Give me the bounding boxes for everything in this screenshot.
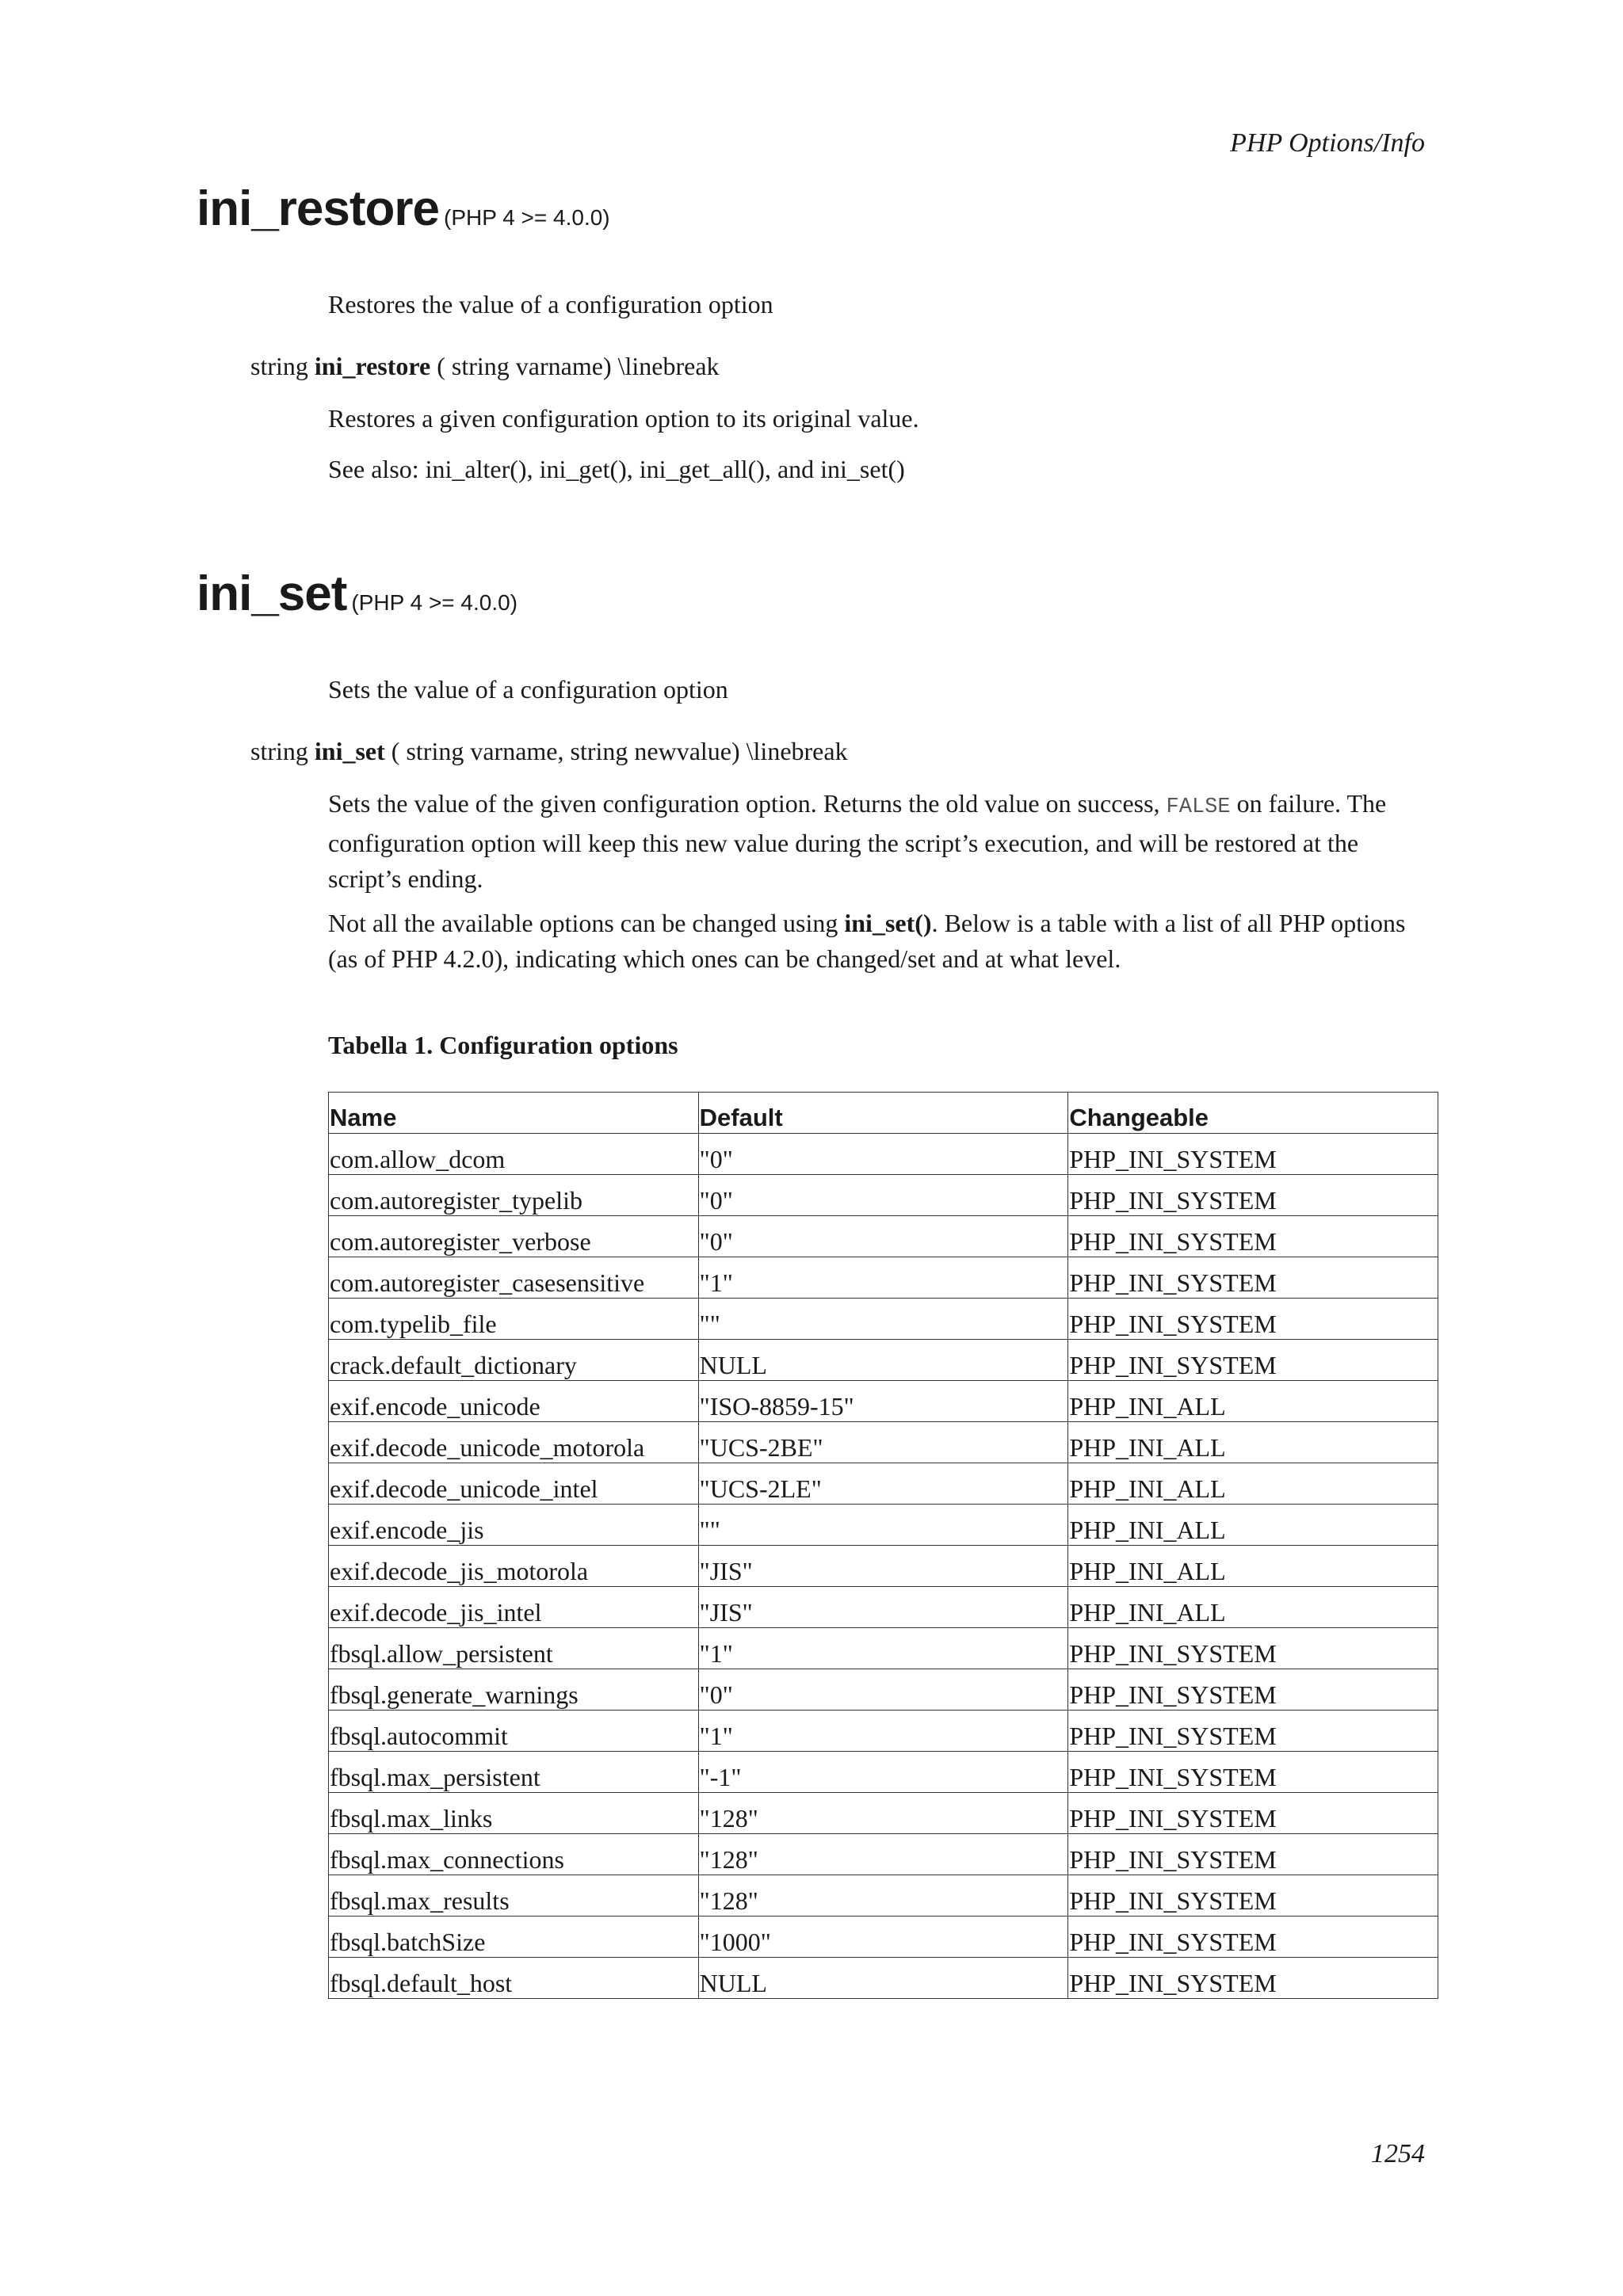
cell-name: exif.encode_jis	[329, 1505, 699, 1546]
cell-default: "-1"	[698, 1752, 1068, 1793]
synopsis-function-name: ini_set	[314, 737, 385, 765]
ini-set-note	[328, 906, 1438, 977]
table-row	[329, 1175, 1438, 1216]
cell-default: "0"	[698, 1216, 1068, 1257]
table-row	[329, 1505, 1438, 1546]
config-options-table	[328, 1092, 1438, 1999]
cell-changeable: PHP_INI_SYSTEM	[1068, 1257, 1438, 1299]
cell-name: exif.encode_unicode	[329, 1381, 699, 1422]
note-text: . Below is a table with a list of all PHP options (as of PHP 4.2.0), indicating which ones can be changed/set and at what level.	[328, 909, 1406, 973]
ini-restore-description: Restores a given configuration option to its original value.	[328, 404, 919, 433]
cell-name: fbsql.max_links	[329, 1793, 699, 1834]
synopsis-return-type: string	[250, 737, 308, 765]
cell-name: fbsql.generate_warnings	[329, 1669, 699, 1711]
ini-restore-purpose: Restores the value of a configuration option	[328, 290, 773, 318]
ini-restore-version: (PHP 4 >= 4.0.0)	[444, 205, 610, 230]
running-header: PHP Options/Info	[1230, 128, 1425, 158]
table-row	[329, 1381, 1438, 1422]
cell-name: com.autoregister_verbose	[329, 1216, 699, 1257]
cell-default: "UCS-2LE"	[698, 1463, 1068, 1505]
cell-changeable: PHP_INI_SYSTEM	[1068, 1958, 1438, 1999]
cell-changeable: PHP_INI_ALL	[1068, 1463, 1438, 1505]
table-row	[329, 1463, 1438, 1505]
cell-name: com.autoregister_typelib	[329, 1175, 699, 1216]
cell-default: "128"	[698, 1875, 1068, 1917]
synopsis-return-type: string	[250, 352, 308, 380]
cell-name: fbsql.max_persistent	[329, 1752, 699, 1793]
cell-name: exif.decode_unicode_motorola	[329, 1422, 699, 1463]
page-number: 1254	[1371, 2139, 1425, 2168]
cell-default: "1000"	[698, 1917, 1068, 1958]
table-row	[329, 1793, 1438, 1834]
ini-restore-name: ini_restore	[197, 181, 440, 236]
cell-name: fbsql.autocommit	[329, 1711, 699, 1752]
cell-changeable: PHP_INI_SYSTEM	[1068, 1875, 1438, 1917]
ini-set-description	[328, 786, 1438, 897]
table-row	[329, 1875, 1438, 1917]
cell-default: "128"	[698, 1834, 1068, 1875]
table-header-row	[329, 1093, 1438, 1134]
cell-default: ""	[698, 1299, 1068, 1340]
cell-default: "1"	[698, 1628, 1068, 1669]
column-header-name: Name	[329, 1093, 699, 1134]
table-row	[329, 1546, 1438, 1587]
cell-changeable: PHP_INI_SYSTEM	[1068, 1216, 1438, 1257]
cell-changeable: PHP_INI_SYSTEM	[1068, 1299, 1438, 1340]
table-row	[329, 1628, 1438, 1669]
cell-changeable: PHP_INI_ALL	[1068, 1422, 1438, 1463]
ini-set-name: ini_set	[197, 566, 347, 621]
cell-default: "1"	[698, 1257, 1068, 1299]
column-header-changeable: Changeable	[1068, 1093, 1438, 1134]
cell-name: fbsql.default_host	[329, 1958, 699, 1999]
table-title: Tabella 1. Configuration options	[328, 1031, 678, 1059]
cell-name: exif.decode_jis_intel	[329, 1587, 699, 1628]
cell-default: "1"	[698, 1711, 1068, 1752]
cell-name: exif.decode_unicode_intel	[329, 1463, 699, 1505]
cell-default: "128"	[698, 1793, 1068, 1834]
table-body	[329, 1134, 1438, 1999]
cell-changeable: PHP_INI_SYSTEM	[1068, 1669, 1438, 1711]
cell-name: com.typelib_file	[329, 1299, 699, 1340]
synopsis-arguments: ( string varname, string newvalue) \linebreak	[391, 737, 848, 765]
table-row	[329, 1422, 1438, 1463]
cell-changeable: PHP_INI_ALL	[1068, 1505, 1438, 1546]
table-row	[329, 1216, 1438, 1257]
cell-name: fbsql.allow_persistent	[329, 1628, 699, 1669]
cell-default: "0"	[698, 1669, 1068, 1711]
ini-set-heading	[197, 566, 517, 622]
ini-set-version: (PHP 4 >= 4.0.0)	[351, 590, 518, 615]
cell-changeable: PHP_INI_SYSTEM	[1068, 1752, 1438, 1793]
ini-set-function-ref: ini_set()	[844, 909, 932, 937]
cell-default: "0"	[698, 1134, 1068, 1175]
ini-restore-heading	[197, 181, 610, 237]
cell-changeable: PHP_INI_ALL	[1068, 1587, 1438, 1628]
table-row	[329, 1257, 1438, 1299]
table-row	[329, 1917, 1438, 1958]
table-row	[329, 1752, 1438, 1793]
cell-changeable: PHP_INI_SYSTEM	[1068, 1834, 1438, 1875]
table-row	[329, 1834, 1438, 1875]
table-row	[329, 1958, 1438, 1999]
cell-default: NULL	[698, 1958, 1068, 1999]
cell-default: "JIS"	[698, 1546, 1068, 1587]
cell-default: "UCS-2BE"	[698, 1422, 1068, 1463]
table-row	[329, 1669, 1438, 1711]
cell-default: "JIS"	[698, 1587, 1068, 1628]
column-header-default: Default	[698, 1093, 1068, 1134]
cell-changeable: PHP_INI_SYSTEM	[1068, 1628, 1438, 1669]
table-row	[329, 1134, 1438, 1175]
cell-default: NULL	[698, 1340, 1068, 1381]
table-row	[329, 1711, 1438, 1752]
cell-name: com.autoregister_casesensitive	[329, 1257, 699, 1299]
synopsis-function-name: ini_restore	[314, 352, 431, 380]
cell-default: "0"	[698, 1175, 1068, 1216]
synopsis-arguments: ( string varname) \linebreak	[437, 352, 720, 380]
ini-set-synopsis	[250, 737, 848, 766]
table-row	[329, 1299, 1438, 1340]
ini-restore-synopsis	[250, 352, 720, 381]
cell-changeable: PHP_INI_ALL	[1068, 1381, 1438, 1422]
cell-changeable: PHP_INI_SYSTEM	[1068, 1134, 1438, 1175]
description-text: on failure. The configuration option will keep this new value during the script’s execution, and will be restored at the script’s ending.	[328, 789, 1387, 893]
cell-name: fbsql.max_connections	[329, 1834, 699, 1875]
ini-set-purpose: Sets the value of a configuration option	[328, 675, 728, 704]
cell-changeable: PHP_INI_SYSTEM	[1068, 1711, 1438, 1752]
cell-changeable: PHP_INI_SYSTEM	[1068, 1917, 1438, 1958]
cell-name: fbsql.batchSize	[329, 1917, 699, 1958]
cell-changeable: PHP_INI_SYSTEM	[1068, 1340, 1438, 1381]
table-row	[329, 1587, 1438, 1628]
cell-name: exif.decode_jis_motorola	[329, 1546, 699, 1587]
cell-default: "ISO-8859-15"	[698, 1381, 1068, 1422]
cell-name: fbsql.max_results	[329, 1875, 699, 1917]
description-text: Sets the value of the given configuration option. Returns the old value on success,	[328, 789, 1160, 818]
cell-default: ""	[698, 1505, 1068, 1546]
cell-name: com.allow_dcom	[329, 1134, 699, 1175]
cell-name: crack.default_dictionary	[329, 1340, 699, 1381]
cell-changeable: PHP_INI_SYSTEM	[1068, 1175, 1438, 1216]
note-text: Not all the available options can be changed using	[328, 909, 838, 937]
cell-changeable: PHP_INI_SYSTEM	[1068, 1793, 1438, 1834]
ini-restore-see-also: See also: ini_alter(), ini_get(), ini_get_all(), and ini_set()	[328, 455, 905, 483]
cell-changeable: PHP_INI_ALL	[1068, 1546, 1438, 1587]
false-constant: FALSE	[1166, 795, 1231, 819]
table-row	[329, 1340, 1438, 1381]
